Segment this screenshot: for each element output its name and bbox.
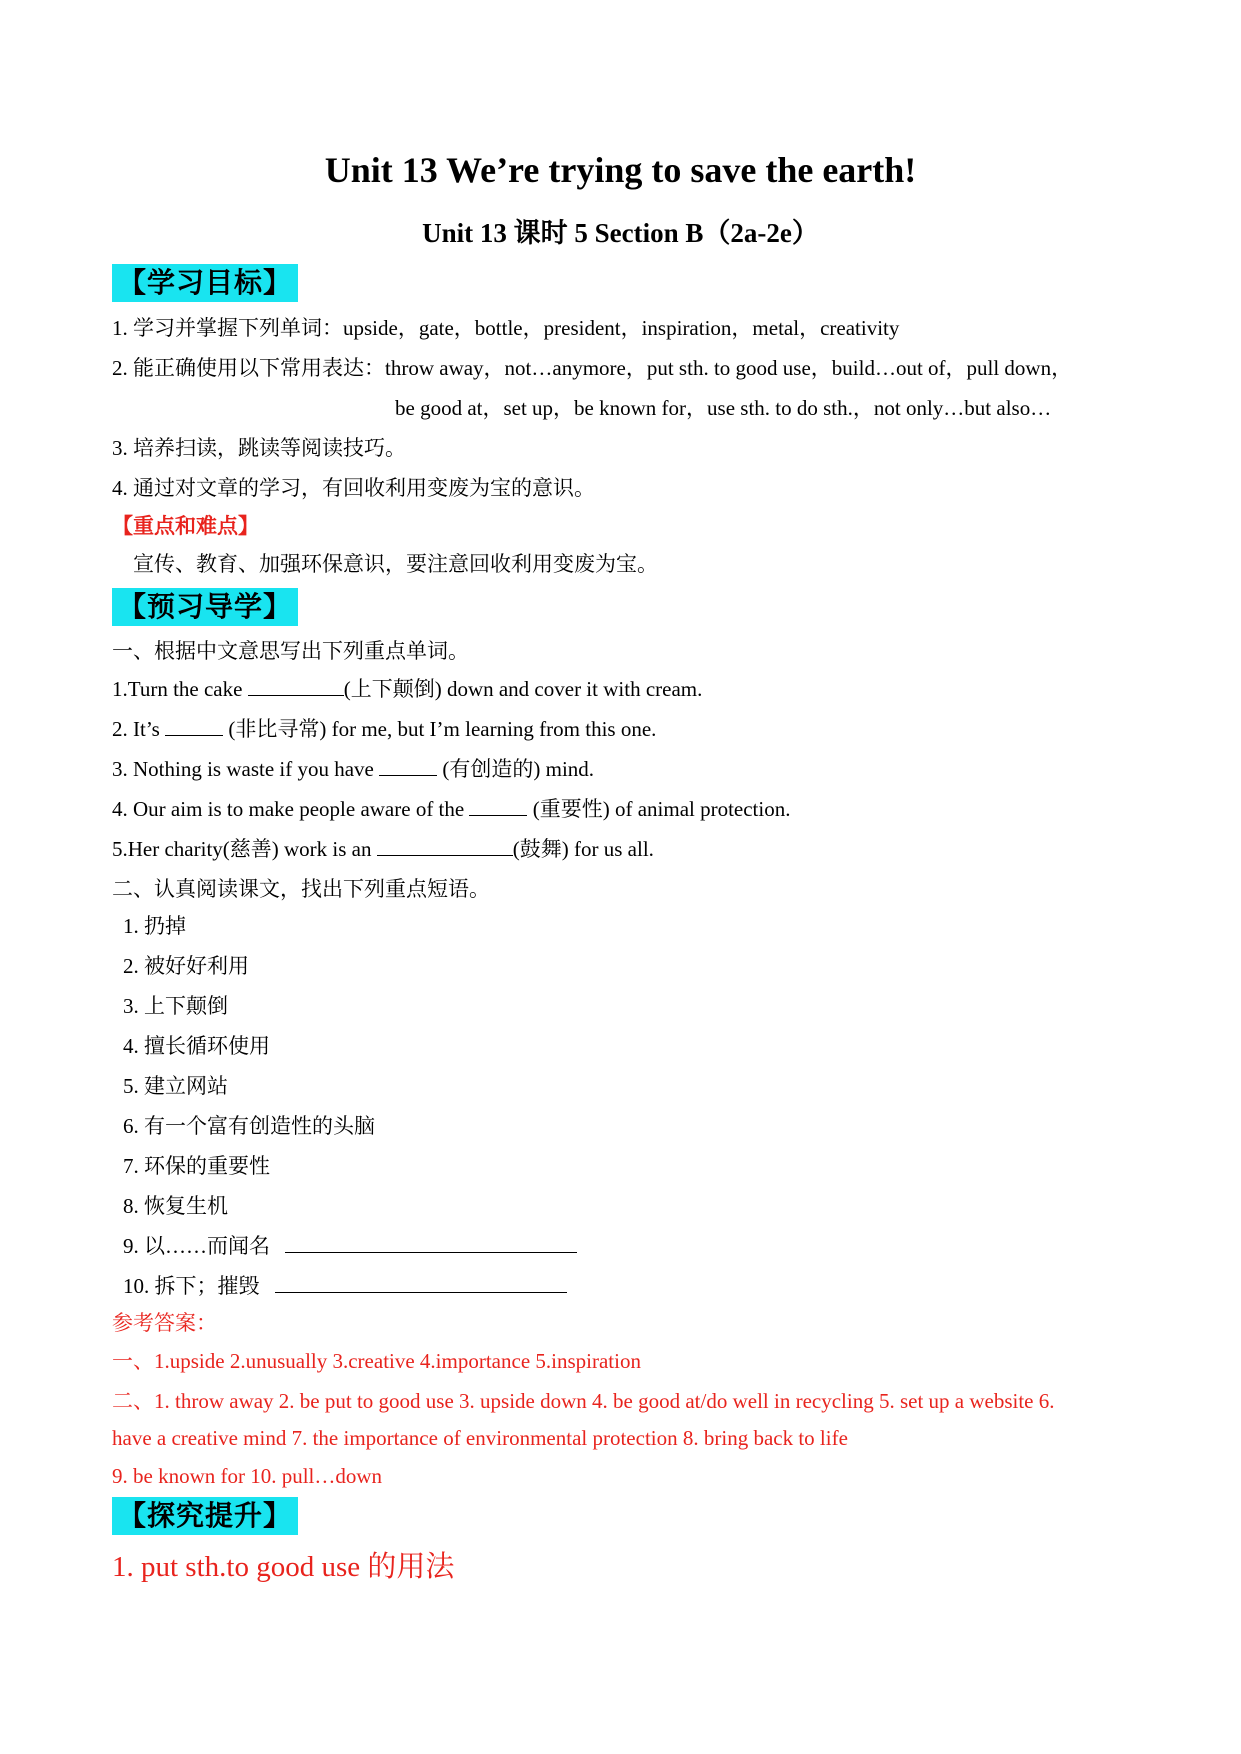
question-2-tail: (非比寻常) for me, but I’m learning from this one.	[223, 717, 657, 741]
question-3	[112, 754, 594, 784]
explore-heading: 【探究提升】	[112, 1497, 298, 1535]
question-3-lead: 3. Nothing is waste if you have	[112, 757, 380, 781]
answer-blank-1[interactable]	[248, 675, 344, 696]
answers-line-4: 9. be known for 10. pull…down	[112, 1464, 383, 1488]
question-4	[112, 794, 790, 824]
answers-line-2: 二、1. throw away 2. be put to good use 3. upside down 4. be good at/do well in recycling 5. set up a website 6.	[112, 1389, 1055, 1413]
phrase-item: 2. 被好好利用	[123, 954, 249, 978]
goal-item-4: 4. 通过对文章的学习，有回收利用变废为宝的意识。	[112, 476, 595, 500]
answer-blank-2[interactable]	[165, 715, 223, 736]
phrase-item: 3. 上下颠倒	[123, 994, 228, 1018]
answer-blank-4[interactable]	[469, 795, 527, 816]
answer-blank-5[interactable]	[377, 835, 513, 856]
key-points-text: 宣传、教育、加强环保意识，要注意回收利用变废为宝。	[133, 552, 658, 576]
part1-title: 一、根据中文意思写出下列重点单词。	[112, 639, 469, 663]
phrase-item: 7. 环保的重要性	[123, 1154, 270, 1178]
question-5	[112, 834, 654, 864]
goal-item-3: 3. 培养扫读，跳读等阅读技巧。	[112, 436, 406, 460]
phrase-item: 6. 有一个富有创造性的头脑	[123, 1114, 375, 1138]
page-title: Unit 13 We’re trying to save the earth!	[324, 150, 917, 190]
page-subtitle: Unit 13 课时 5 Section B（2a-2e）	[422, 218, 819, 248]
phrase-blank-10[interactable]	[275, 1272, 567, 1293]
phrase-item: 4. 擅长循环使用	[123, 1034, 270, 1058]
answers-label: 参考答案：	[112, 1311, 217, 1335]
phrase-item-label: 10. 拆下；摧毁	[123, 1274, 260, 1298]
question-2	[112, 714, 656, 744]
phrase-item: 8. 恢复生机	[123, 1194, 228, 1218]
question-1-tail: (上下颠倒) down and cover it with cream.	[343, 677, 703, 701]
question-1-lead: 1.Turn the cake	[112, 677, 248, 701]
answers-line-1: 一、1.upside 2.unusually 3.creative 4.importance 5.inspiration	[112, 1349, 641, 1373]
question-3-tail: (有创造的) mind.	[437, 757, 595, 781]
question-5-tail: (鼓舞) for us all.	[512, 837, 654, 861]
question-1	[112, 674, 702, 704]
part2-title: 二、认真阅读课文，找出下列重点短语。	[112, 877, 490, 901]
answer-blank-3[interactable]	[379, 755, 437, 776]
phrase-item: 5. 建立网站	[123, 1074, 228, 1098]
question-2-lead: 2. It’s	[112, 717, 166, 741]
phrase-item	[123, 1271, 567, 1301]
goal-item-2-cont: be good at，set up，be known for，use sth. to do sth.，not only…but also…	[395, 396, 1052, 420]
phrase-item-label: 9. 以……而闻名	[123, 1234, 270, 1258]
explore-point-1: 1. put sth.to good use 的用法	[112, 1551, 455, 1583]
preview-heading: 【预习导学】	[112, 588, 298, 626]
phrase-item	[123, 1231, 577, 1261]
key-points-heading: 【重点和难点】	[112, 514, 259, 538]
phrase-blank-9[interactable]	[285, 1232, 577, 1253]
question-4-tail: (重要性) of animal protection.	[527, 797, 791, 821]
question-5-lead: 5.Her charity(慈善) work is an	[112, 837, 377, 861]
phrase-item: 1. 扔掉	[123, 914, 186, 938]
goal-item-1: 1. 学习并掌握下列单词：upside，gate，bottle，president，inspiration，metal，creativity	[112, 316, 900, 340]
goal-item-2: 2. 能正确使用以下常用表达：throw away，not…anymore，put sth. to good use，build…out of，pull down，	[112, 356, 1073, 380]
question-4-lead: 4. Our aim is to make people aware of the	[112, 797, 470, 821]
answers-line-3: have a creative mind 7. the importance of environmental protection 8. bring back to life	[112, 1426, 848, 1450]
goals-heading: 【学习目标】	[112, 264, 298, 302]
